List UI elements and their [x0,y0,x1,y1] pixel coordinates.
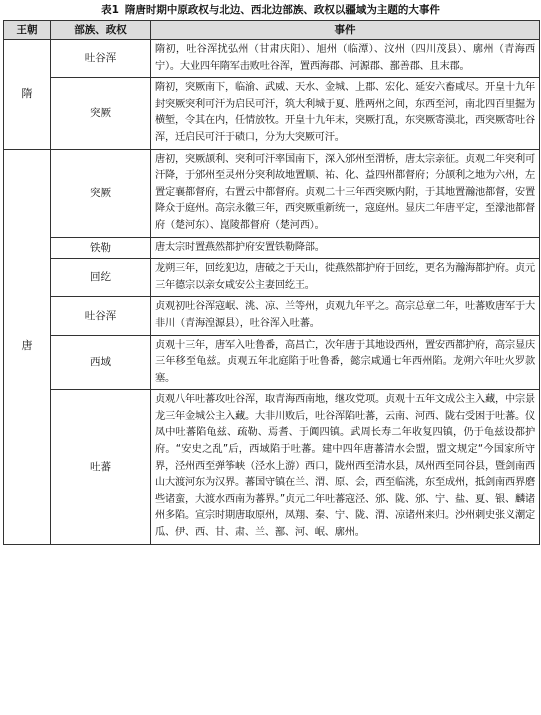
table-row [4,237,540,259]
table-row [4,297,540,335]
tribe-cell: 突厥 [51,78,151,149]
table-row [4,259,540,297]
table-caption [0,0,541,20]
event-cell: 隋初，突厥南下，临渝、武威、天水、金城、上郡、宏化、延安六畜咸尽。开皇十九年封突厥突利可汗为启民可汗，筑大利城于夏、胜两州之间，东西至河，南北四百里掘为横堑，令其在内，任情放牧。开皇十九年末，突厥打乱，东突厥寄漠北，西突厥寄吐谷浑，迁启民可汗于碛口，分为大突厥可汗。 [151,78,540,149]
event-cell: 贞观八年吐蕃攻吐谷浑，取青海西南地，继攻党项。贞观十五年文成公主入藏，中宗景龙三年金城公主入藏。大非川败后，吐谷浑陷吐蕃，云南、河西、陇右受困于吐蕃。仪凤中吐蕃陷龟兹、疏勒、焉耆、于阗四镇。武周长寿二年收复四镇，仍于龟兹设都护府。“安史之乱”后，西域陷于吐蕃。建中四年唐蕃清水会盟，盟文规定“今国家所守界，泾州西至弹筝峡（泾水上游）西口，陇州西至清水县，凤州西至同谷县，暨剑南西山大渡河东为汉界。蕃国守镇在兰、渭、原、会，西至临洮，东至成州，抵剑南西界磨些诸蛮，大渡水西南为蕃界。”贞元二年吐蕃寇泾、邠、陇、邠、宁、盐、夏、银、麟诸州多陷。宣宗时期唐取原州，凤翔、秦、宁、陇、渭、凉诸州来归。沙州刺史张义潮定瓜、伊、西、甘、肃、兰、鄯、河、岷、廓州。 [151,390,540,544]
table-number: 表1 [101,4,119,16]
event-cell: 龙朔三年，回纥犯边，唐破之于天山，徙燕然都护府于回纥，更名为瀚海都护府。贞元三年德宗以亲女咸安公主妻回纥王。 [151,259,540,297]
table-row [4,335,540,390]
table-row [4,40,540,78]
event-cell: 唐初，突厥颉利、突利可汗率国南下，深入邠州至渭桥，唐太宗亲征。贞观二年突利可汗降，于邠州至灵州分突利故地置顺、祐、化、益四州都督府；分颉利之地为六州，左置定襄都督府，右置云中都督府。贞观二十三年西突厥内附，于其地置瀚池都督，安置降众于庭州。高宗永徽三年，西突厥重新统一，寇庭州。显庆二年唐平定，至濛池都督府（楚河东）、崑陵都督府（楚河西）。 [151,149,540,237]
tribe-cell: 铁勒 [51,237,151,259]
header-row [4,21,540,40]
dynasty-cell: 隋 [4,40,51,150]
header-dynasty: 王朝 [4,21,51,40]
table-title: 隋唐时期中原政权与北边、西北边部族、政权以疆域为主题的大事件 [124,4,440,16]
header-event: 事件 [151,21,540,40]
events-table [3,20,540,545]
event-cell: 隋初，吐谷浑扰弘州（甘肃庆阳）、旭州（临潭）、汶州（四川茂县）、廓州（青海西宁）。大业四年隋军击败吐谷浑，置西海郡、河源郡、鄯善郡、且末郡。 [151,40,540,78]
tribe-cell: 吐蕃 [51,390,151,544]
tribe-cell: 吐谷浑 [51,40,151,78]
tribe-cell: 回纥 [51,259,151,297]
tribe-cell: 突厥 [51,149,151,237]
tribe-cell: 西域 [51,335,151,390]
event-cell: 贞观十三年，唐军入吐鲁番，高昌亡，次年唐于其地设西州，置安西都护府，高宗显庆三年移至龟兹。贞观五年北庭陷于吐鲁番，懿宗咸通七年西州陷。龙朔六年吐火罗款塞。 [151,335,540,390]
tribe-cell: 吐谷浑 [51,297,151,335]
event-cell: 贞观初吐谷浑寇岷、洮、凉、兰等州，贞观九年平之。高宗总章二年，吐蕃败唐军于大非川（青海湟源县），吐谷浑入吐蕃。 [151,297,540,335]
table-row [4,78,540,149]
dynasty-cell: 唐 [4,149,51,544]
header-tribe: 部族、政权 [51,21,151,40]
event-cell: 唐太宗时置燕然都护府安置铁勒降部。 [151,237,540,259]
table-row [4,390,540,544]
table-row [4,149,540,237]
